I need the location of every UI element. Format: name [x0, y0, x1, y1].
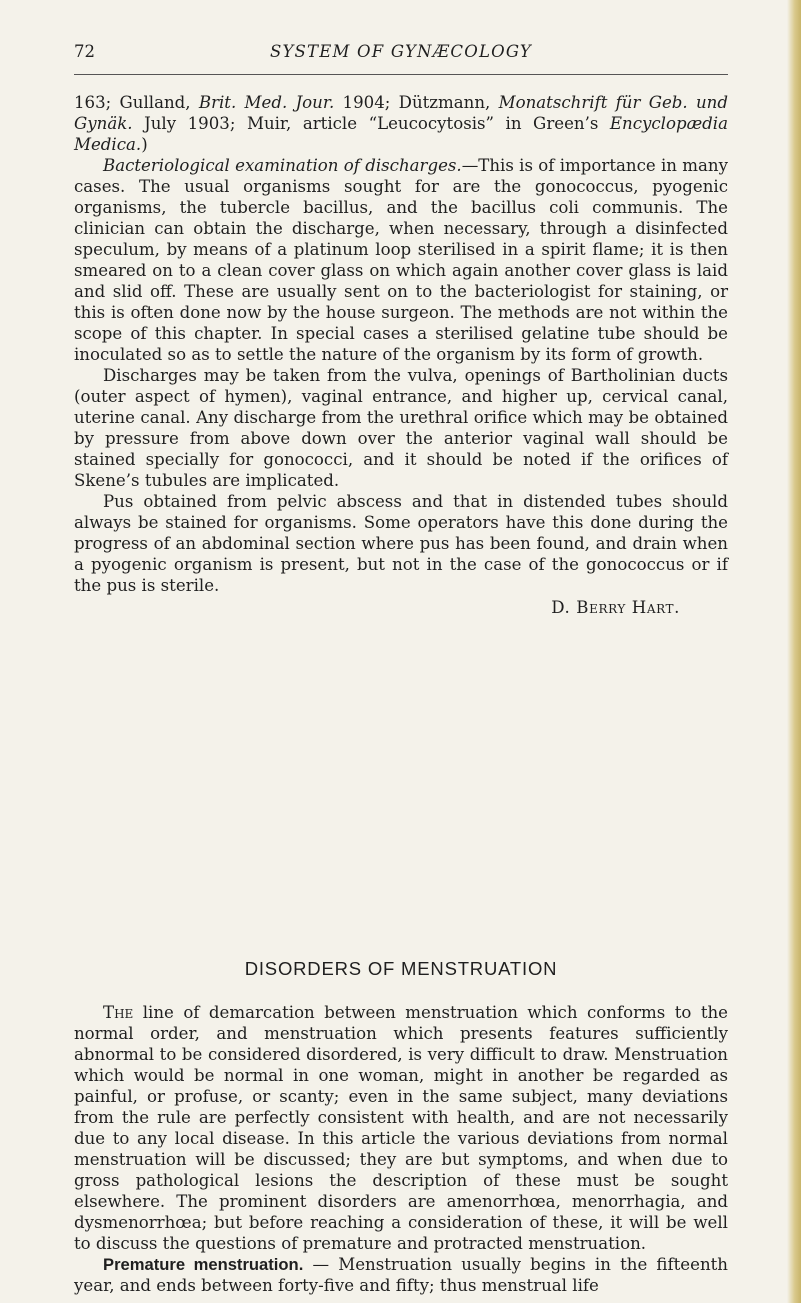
intro-paragraph: The line of demarcation between menstruation which conforms to the normal order, and menstruation which presents features sufficiently abnormal to be considered disordered, is very difficult to draw. Menstruation which would be normal in one woman, might in another be regarded as painful, or profuse, or scanty; even in the same subject, many deviations from the rule are perfectly consistent with health, and are not necessarily due to any local disease. In this article the various deviations from normal menstruation will be discussed; they are but symptoms, and when due to gross pathological lesions the description of these must be sought elsewhere. The prominent disorders are amenorrhœa, menorrhagia, and dysmenorrhœa; but before reaching a consideration of these, it will be well to discuss the questions of premature and protracted menstruation.: [74, 1003, 728, 1253]
header-rule: [74, 74, 728, 75]
paragraph-heading: Bacteriological examination of discharges.: [103, 156, 462, 175]
author-signature: D. Berry Hart.: [551, 598, 680, 617]
article-text: [74, 92, 728, 618]
page-edge: [787, 0, 801, 1303]
section-text: [74, 1002, 728, 1296]
pus-paragraph: Pus obtained from pelvic abscess and that in distended tubes should always be stained for organisms. Some operators have this done during the progress of an abdominal section where pus has been found, and drain when a pyogenic organism is present, but not in the case of the gonococcus or if the pus is sterile.: [74, 492, 728, 595]
page-number: 72: [74, 42, 95, 61]
paragraph-heading: Premature menstruation.: [103, 1255, 304, 1274]
premature-paragraph: Premature menstruation. — Menstruation usually begins in the fifteenth year, and ends between forty-five and fifty; thus menstrual life: [74, 1255, 728, 1295]
bacteriological-paragraph: Bacteriological examination of discharges.—This is of importance in many cases. The usual organisms sought for are the gonococcus, pyogenic organisms, the tubercle bacillus, and the bacillus coli communis. The clinician can obtain the discharge, when necessary, through a disinfected speculum, by means of a platinum loop sterilised in a spirit flame; it is then smeared on to a clean cover glass on which again another cover glass is laid and slid off. These are usually sent on to the bacteriologist for staining, or this is often done now by the house surgeon. The methods are not within the scope of this chapter. In special cases a sterilised gelatine tube should be inoculated so as to settle the nature of the organism by its form of growth.: [74, 156, 728, 364]
journal-title: Monatschrift für Geb. und Gynäk.: [74, 93, 728, 133]
discharges-paragraph: Discharges may be taken from the vulva, openings of Bartholinian ducts (outer aspect of hymen), vaginal entrance, and higher up, cervical canal, uterine canal. Any discharge from the urethral orifice which may be obtained by pressure from above down over the anterior vaginal wall should be stained specially for gonococci, and it should be noted if the orifices of Skene’s tubules are implicated.: [74, 366, 728, 490]
running-title: SYSTEM OF GYNÆCOLOGY: [269, 42, 533, 61]
references-paragraph: 163; Gulland, Brit. Med. Jour. 1904; Dützmann, Monatschrift für Geb. und Gynäk. July 1903; Muir, article “Leucocytosis” in Green’s Encyclopædia Medica.): [74, 93, 728, 154]
lead-word: The: [103, 1003, 134, 1022]
journal-title: Brit. Med. Jour.: [198, 93, 335, 112]
journal-title: Encyclopædia Medica.: [74, 114, 728, 154]
section-title: DISORDERS OF MENSTRUATION: [244, 958, 558, 979]
